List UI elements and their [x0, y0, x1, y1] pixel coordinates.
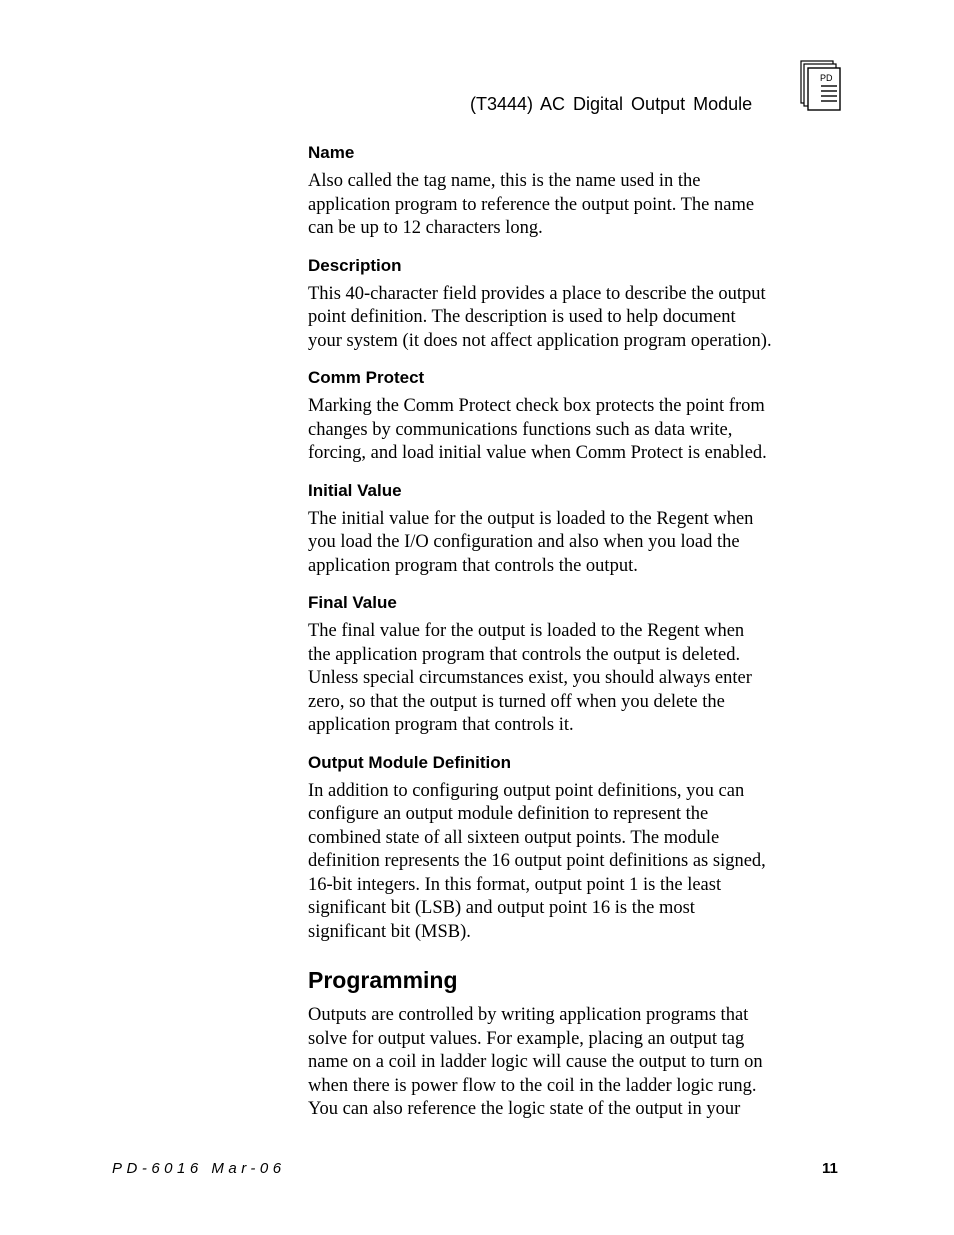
section-title: Name — [308, 143, 355, 162]
pd-document-icon — [800, 60, 842, 112]
programming-heading: Programming — [308, 967, 458, 993]
text-line: forcing, and load initial value when Comm Protect is enabled. — [308, 443, 767, 463]
section-final-value — [308, 592, 848, 738]
text-line: Marking the Comm Protect check box protects the point from — [308, 396, 765, 416]
text-line: The initial value for the output is loaded to the Regent when — [308, 508, 754, 529]
section-title: Comm Protect — [308, 368, 425, 387]
text-line: You can also reference the logic state of the output in your — [308, 1099, 741, 1119]
section-title: Output Module Definition — [308, 752, 512, 772]
text-line: you load the I/O configuration and also when you load the — [308, 532, 740, 552]
text-line: 16-bit integers. In this format, output point 1 is the least — [308, 874, 722, 895]
text-line: definition represents the 16 output point definitions as signed, — [308, 851, 766, 871]
text-line: changes by communications functions such as data write, — [308, 419, 733, 440]
pd-logo-text: PD — [820, 73, 833, 83]
footer-page-number: 11 — [822, 1160, 838, 1177]
section-name — [308, 142, 848, 241]
text-line: zero, so that the output is turned off when you delete the — [308, 691, 725, 712]
page-content — [308, 142, 848, 1136]
section-body — [308, 283, 848, 354]
text-line: application program that controls the output. — [308, 555, 638, 576]
text-line: the application program that controls the output is deleted. — [308, 644, 741, 665]
section-comm-protect — [308, 367, 848, 466]
section-initial-value — [308, 480, 848, 579]
text-line: your system (it does not affect application program operation). — [308, 330, 772, 351]
text-line: significant bit (LSB) and output point 16 is the most — [308, 898, 695, 918]
text-line: This 40-character field provides a place to describe the output — [308, 283, 766, 304]
section-body — [308, 508, 848, 579]
section-body — [308, 620, 848, 738]
text-line: Outputs are controlled by writing application programs that — [308, 1005, 749, 1025]
text-line: when there is power flow to the coil in the ladder logic rung. — [308, 1075, 757, 1096]
text-line: configure an output module definition to represent the — [308, 804, 709, 824]
footer-doc-id: PD-6016 Mar-06 — [112, 1160, 286, 1177]
section-title: Description — [308, 255, 402, 275]
text-line: name on a coil in ladder logic will cause the output to turn on — [308, 1052, 763, 1072]
text-line: combined state of all sixteen output points. The module — [308, 827, 720, 848]
text-line: Also called the tag name, this is the name used in the — [308, 171, 701, 191]
text-line: application program to reference the output point. The name — [308, 194, 755, 215]
section-title: Initial Value — [308, 480, 402, 500]
text-line: application program that controls it. — [308, 715, 574, 735]
text-line: point definition. The description is used to help document — [308, 307, 736, 327]
text-line: In addition to configuring output point definitions, you can — [308, 780, 745, 801]
section-description — [308, 255, 848, 354]
section-body — [308, 780, 848, 945]
section-body — [308, 395, 848, 466]
text-line: The final value for the output is loaded to the Regent when — [308, 621, 745, 641]
section-body — [308, 170, 848, 241]
page-header-title: (T3444) AC Digital Output Module — [470, 94, 753, 114]
text-line: can be up to 12 characters long. — [308, 218, 543, 238]
text-line: significant bit (MSB). — [308, 921, 471, 942]
text-line: solve for output values. For example, placing an output tag — [308, 1028, 745, 1049]
section-output-module-definition — [308, 752, 848, 945]
text-line: Unless special circumstances exist, you should always enter — [308, 668, 752, 688]
programming-body — [308, 1004, 848, 1122]
section-title: Final Value — [308, 593, 397, 612]
